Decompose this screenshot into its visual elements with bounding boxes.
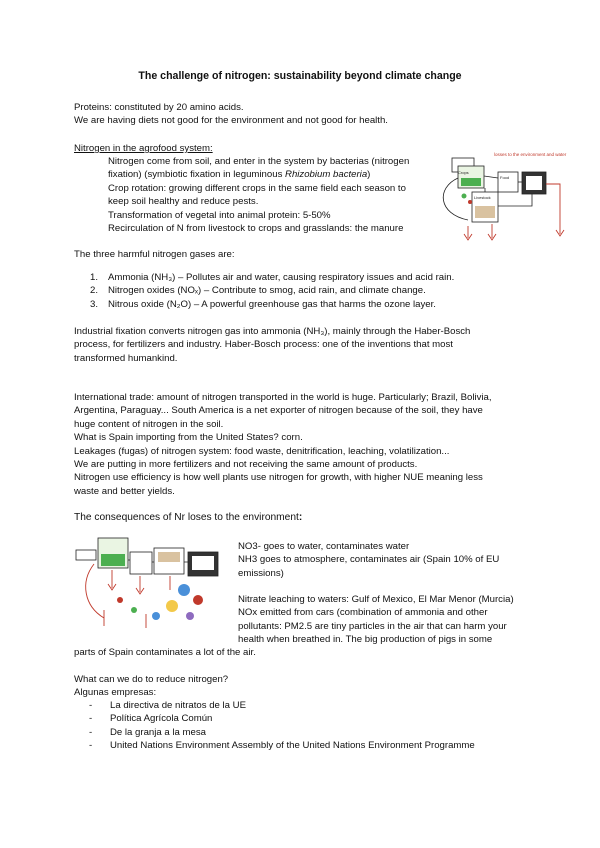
consequence-line: NH3 goes to atmosphere, contaminates air (Spain 10% of EU <box>238 554 500 566</box>
measure-text: Política Agrícola Común <box>110 713 213 725</box>
trade-paragraph <box>74 391 544 498</box>
measure-text: United Nations Environment Assembly of the United Nations Environment Programme <box>110 740 475 752</box>
measure-item <box>89 739 549 752</box>
food-label: Food <box>500 175 510 180</box>
trade-line: Leakages (fugas) of nitrogen system: food waste, denitrification, leaching, volatilization... <box>74 445 450 457</box>
agrofood-line: Recirculation of N from livestock to crops and grasslands: the manure <box>108 223 404 235</box>
measure-item <box>89 699 549 712</box>
consequences-block-2 <box>238 593 548 647</box>
agrofood-line: keep soil healthy and reduce pests. <box>108 196 259 208</box>
intro-line: We are having diets not good for the environment and not good for health. <box>74 115 388 127</box>
measures-list <box>89 699 549 753</box>
trade-line: waste and better yields. <box>74 485 175 497</box>
gas-number: 3. <box>90 298 99 310</box>
livestock-label: Livestock <box>474 195 491 200</box>
industrial-line: transformed humankind. <box>74 352 178 364</box>
measure-item <box>89 712 549 725</box>
gas-item <box>90 298 530 311</box>
agrofood-line: Nitrogen come from soil, and enter in the system by bacterias (nitrogen <box>108 156 410 167</box>
agrofood-heading: Nitrogen in the agrofood system: <box>74 143 213 154</box>
consequence-line: emissions) <box>238 567 284 579</box>
dash-bullet: - <box>89 700 93 711</box>
close-paren: ) <box>367 169 371 181</box>
gas-text: Nitrogen oxides (NOₓ) – Contribute to smog, acid rain, and climate change. <box>108 285 426 297</box>
gas-item <box>90 284 530 297</box>
companies-label: Algunas empresas: <box>74 687 157 698</box>
consequence-line: health when breathed in. The big production of pigs in some <box>238 634 493 646</box>
crops-label: Crops <box>458 170 469 175</box>
industrial-line: Industrial fixation converts nitrogen gas into ammonia (NH₃), mainly through the Haber-Bosch <box>74 326 471 337</box>
reduce-question: What can we do to reduce nitrogen? <box>74 674 229 685</box>
gas-item <box>90 271 530 284</box>
diagram-drawing <box>428 148 574 246</box>
consequence-line: NOx emitted from cars (combination of ammonia and other <box>238 607 488 619</box>
consequences-block-1 <box>238 540 538 580</box>
measure-text: De la granja a la mesa <box>110 726 206 738</box>
processing-inner <box>526 176 542 190</box>
trade-line: huge content of nitrogen in the soil. <box>74 418 224 430</box>
page-title: The challenge of nitrogen: sustainability beyond climate change <box>138 70 462 82</box>
trade-line: Argentina, Paraguay... South America is a net exporter of nitrogen because of the soil, they have <box>74 405 483 417</box>
rhizobium-term: Rhizobium bacteria <box>285 169 368 181</box>
consequences-colon: : <box>298 512 303 523</box>
trade-line: What is Spain importing from the United States? corn. <box>74 432 303 444</box>
trade-line: We are putting in more fertilizers and not receiving the same amount of products. <box>74 459 418 471</box>
crops-field <box>461 178 481 186</box>
intro-paragraph <box>74 101 514 128</box>
intro-line: Proteins: constituted by 20 amino acids. <box>74 102 244 113</box>
consequences-heading <box>74 511 302 524</box>
consequence-line: NO3- goes to water, contaminates water <box>238 541 410 552</box>
trade-line: International trade: amount of nitrogen transported in the world is huge. Particularly; Brazil, Bolivia, <box>74 392 492 403</box>
figure-caption: losses to the environment and water <box>494 152 567 157</box>
agrofood-diagram <box>428 148 574 246</box>
gases-heading: The three harmful nitrogen gases are: <box>74 249 235 260</box>
dash-bullet: - <box>89 726 93 738</box>
losses-drawing <box>74 530 226 630</box>
trade-line: Nitrogen use efficiency is how well plants use nitrogen for growth, with higher NUE meaning less <box>74 472 483 484</box>
agrofood-line: Crop rotation: growing different crops in the same field each season to <box>108 182 406 194</box>
agrofood-line <box>108 168 426 181</box>
industrial-paragraph <box>74 325 534 365</box>
losses-diagram <box>74 530 226 630</box>
industrial-line: process, for fertilizers and industry. Haber-Bosch process: one of the inventions that most <box>74 339 453 351</box>
consequence-line: Nitrate leaching to waters: Gulf of Mexico, El Mar Menor (Murcia) <box>238 594 514 605</box>
gas-text: Nitrous oxide (N₂O) – A powerful greenhouse gas that harms the ozone layer. <box>108 298 436 310</box>
gas-number: 1. <box>90 272 99 283</box>
agrofood-line-text: fixation) (symbiotic fixation in leguminous <box>108 169 286 181</box>
agrofood-list <box>108 155 426 235</box>
dash-bullet: - <box>89 713 93 725</box>
agrofood-line: Transformation of vegetal into animal protein: 5-50% <box>108 209 331 221</box>
livestock-fill <box>475 206 495 218</box>
gas-number: 2. <box>90 285 99 297</box>
gases-list <box>90 271 530 311</box>
measure-item <box>89 726 549 739</box>
consequences-tail: parts of Spain contaminates a lot of the air. <box>74 647 256 658</box>
consequences-heading-text: The consequences of Nr loses to the environment <box>74 512 299 523</box>
dash-bullet: - <box>89 740 93 752</box>
gas-text: Ammonia (NH₃) – Pollutes air and water, causing respiratory issues and acid rain. <box>108 272 455 283</box>
consequence-line: pollutants: PM2.5 are tiny particles in the air that can harm your <box>238 620 507 632</box>
measure-text: La directiva de nitratos de la UE <box>110 700 246 711</box>
